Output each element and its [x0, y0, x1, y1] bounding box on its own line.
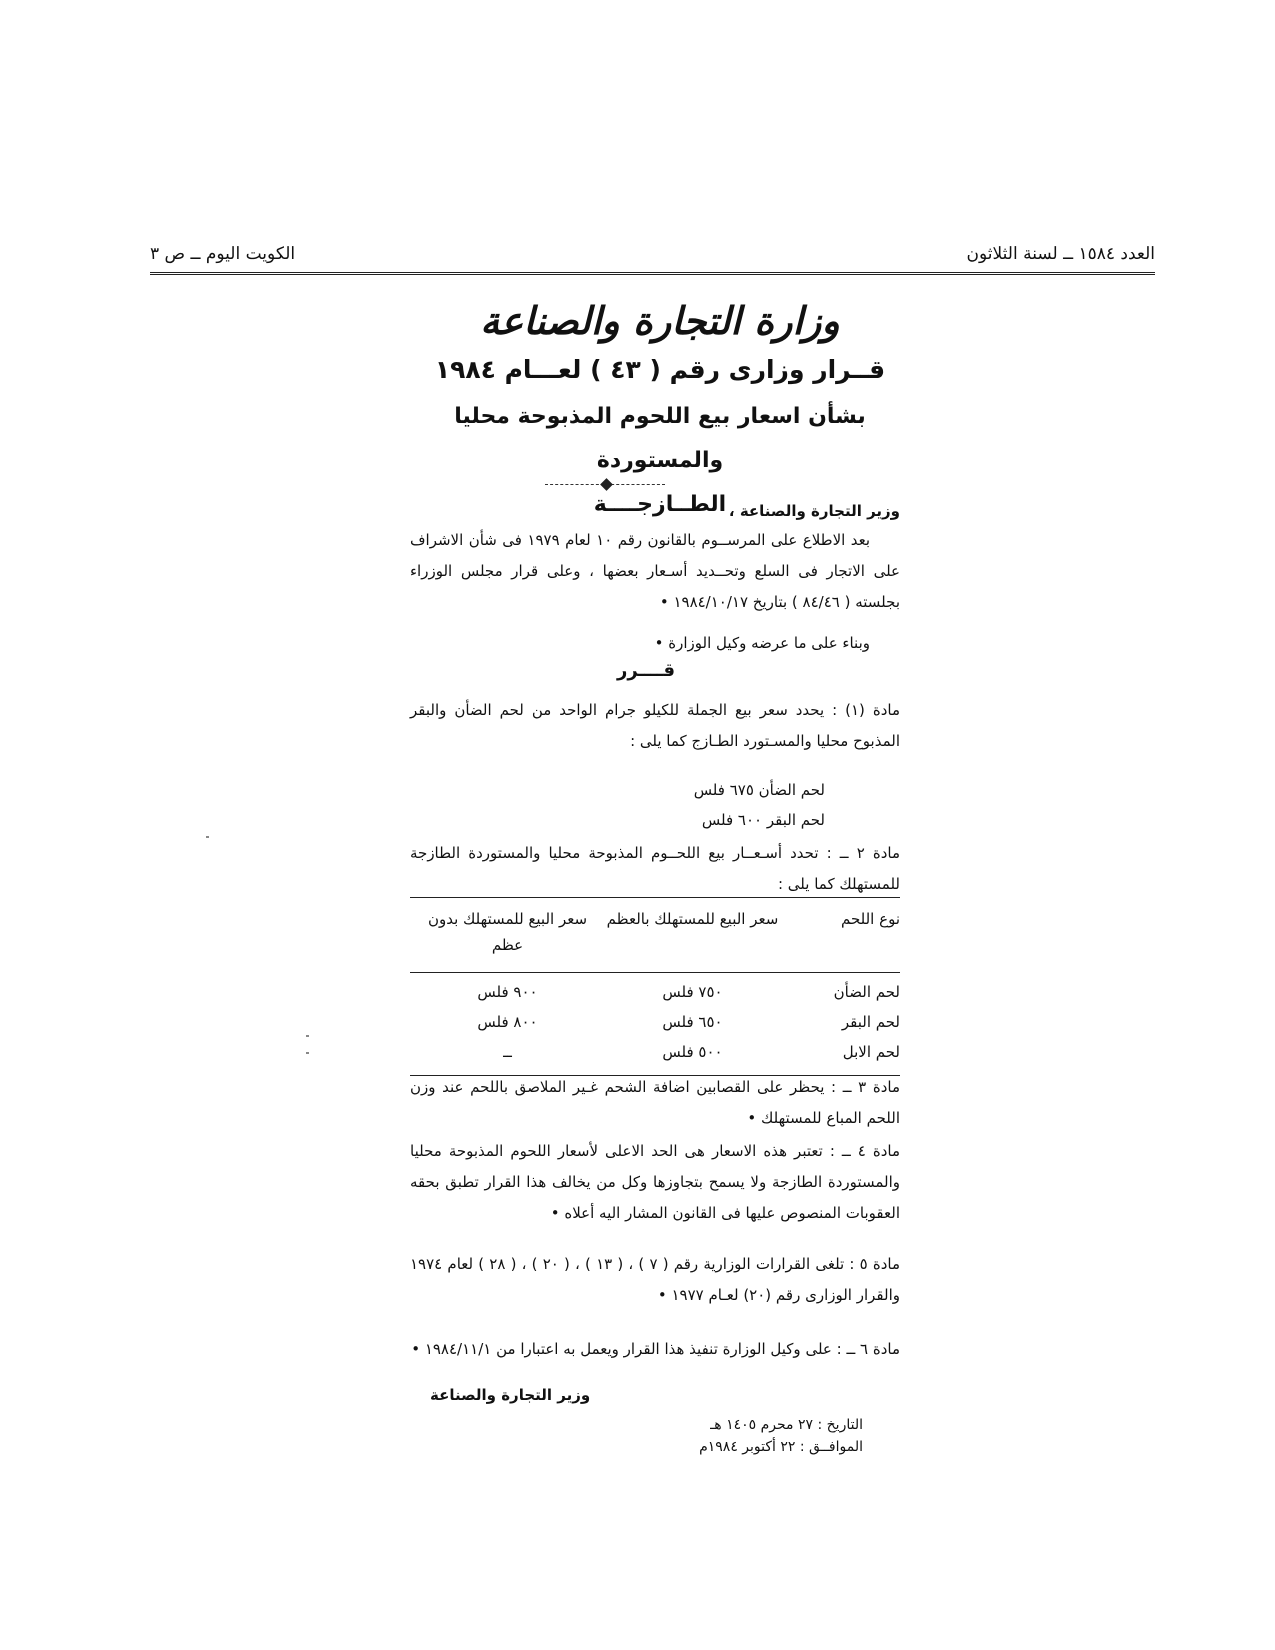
table-cell-meat-type: لحم الابل: [842, 1043, 900, 1061]
table-cell-price-boneless: ٨٠٠ فلس: [477, 1013, 538, 1031]
issue-number: العدد ١٥٨٤ ــ لسنة الثلاثون: [966, 244, 1155, 264]
wholesale-price-beef: لحم البقر ٦٠٠ فلس: [701, 811, 825, 829]
table-header-price-boneless: سعر البيع للمستهلك بدون عظم: [427, 910, 588, 954]
preamble-paragraph: بعد الاطلاع على المرســوم بالقانون رقم ١٠ لعام ١٩٧٩ فى شأن الاشراف على الاتجار فى السلع وتحــديد أسـعار بعضها ، وعلى قرار مجلس الوزراء بجلسته ( ٨٤/٤٦ ) بتاريخ ١٩٨٤/١٠/١٧ •: [410, 531, 900, 611]
ministry-title: وزارة التجارة والصناعة: [480, 298, 840, 343]
table-cell-price-with-bone: ٦٥٠ فلس: [662, 1013, 723, 1031]
table-cell-price-with-bone: ٥٠٠ فلس: [662, 1043, 723, 1061]
table-header-meat-type: نوع اللحم: [840, 910, 900, 928]
article-3: مادة ٣ ــ : يحظر على القصابين اضافة الشحم غـير الملاصق باللحم عند وزن اللحم المباع للمستهلك •: [410, 1078, 901, 1127]
article-1: مادة (١) : يحدد سعر بيع الجملة للكيلو جرام الواحد من لحم الضأن والبقر المذبوح محليا والمسـتورد الطـازج كما يلى :: [410, 701, 901, 750]
based-on-paragraph: وبناء على ما عرضه وكيل الوزارة •: [654, 634, 870, 652]
article-6: مادة ٦ ــ : على وكيل الوزارة تنفيذ هذا القرار ويعمل به اعتبارا من ١٩٨٤/١١/١ •: [411, 1340, 900, 1358]
gazette-page-label: الكويت اليوم ــ ص ٣: [150, 244, 296, 264]
scan-speck: [306, 1052, 309, 1054]
table-cell-price-boneless: ٩٠٠ فلس: [477, 983, 538, 1001]
consumer-price-table: [410, 897, 900, 1076]
table-row: [410, 1037, 900, 1067]
table-row: [410, 1007, 900, 1037]
page-header: [150, 240, 1155, 275]
table-cell-meat-type: لحم الضأن: [833, 983, 900, 1001]
scan-speck: [306, 1035, 309, 1037]
table-header-row: [410, 898, 900, 973]
table-row: [410, 977, 900, 1007]
table-body: [410, 973, 900, 1075]
minister-signature: وزير التجارة والصناعة: [430, 1386, 591, 1404]
date-block: [699, 1414, 863, 1458]
article-4: مادة ٤ ــ : تعتبر هذه الاسعار هى الحد الاعلى لأسعار اللحوم المذبوحة محليا والمستوردة الطازجة ولا يسمح بتجاوزها وكل من يخالف هذا القرار تطبق بحقه العقوبات المنصوص عليها فى القانون المشار اليه أعلاه •: [410, 1142, 900, 1222]
date-hijri: التاريخ : ٢٧ محرم ١٤٠٥ هـ: [710, 1417, 863, 1433]
table-header-price-with-bone: سعر البيع للمستهلك بالعظم: [606, 910, 779, 928]
table-cell-price-with-bone: ٧٥٠ فلس: [662, 983, 723, 1001]
table-cell-price-boneless: ــ: [503, 1043, 512, 1061]
decree-title: قــرار وزارى رقم ( ٤٣ ) لعـــام ١٩٨٤: [434, 355, 886, 384]
minister-heading: وزير التجارة والصناعة ،: [728, 502, 900, 520]
decree-subject-line1: بشأن اسعار بيع اللحوم المذبوحة محليا والمستوردة: [454, 404, 866, 473]
table-cell-meat-type: لحم البقر: [841, 1013, 900, 1031]
article-5: مادة ٥ : تلغى القرارات الوزارية رقم ( ٧ ) ، ( ١٣ ) ، ( ٢٠ ) ، ( ٢٨ ) لعام ١٩٧٤ والقرار الوزارى رقم (٢٠) لعـام ١٩٧٧ •: [410, 1255, 901, 1304]
wholesale-price-lamb: لحم الضأن ٦٧٥ فلس: [693, 781, 825, 799]
scan-speck: [206, 836, 209, 838]
article-2: مادة ٢ ــ : تحدد أسـعــار بيع اللحــوم المذبوحة محليا والمستوردة الطازجة للمستهلك كما يلى :: [410, 844, 900, 893]
decree-subject-line2: الطــازجــــة: [593, 492, 727, 517]
date-gregorian: الموافــق : ٢٢ أكتوبر ١٩٨٤م: [699, 1439, 863, 1455]
decides-heading: قــــرر: [617, 660, 675, 681]
